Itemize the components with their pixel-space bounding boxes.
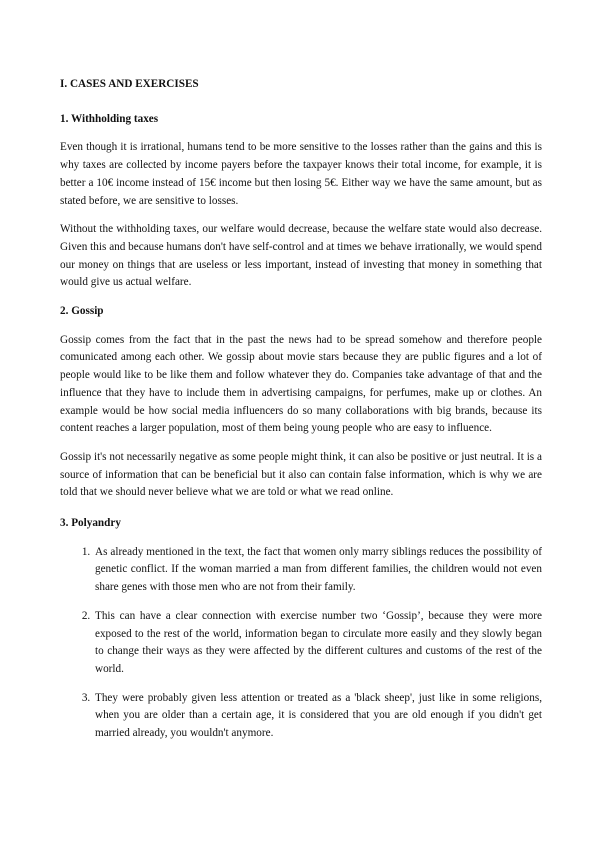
numbered-list	[60, 544, 542, 743]
list-item: 3. They were probably given less attention or treated as a 'black sheep', just like in some religions, when you are older than a certain age, it is considered that you are old enough if you didn't get married already, you wouldn't anymore.	[93, 690, 542, 743]
section-withholding-taxes	[60, 111, 542, 292]
section-heading: 3. Polyandry	[60, 517, 121, 530]
paragraph: Even though it is irrational, humans tend to be more sensitive to the losses rather than the gains and this is why taxes are collected by income payers before the taxpayer knows their total income, for example, it is better a 10€ income instead of 15€ income but then losing 5€. Either way we have the same amount, but as stated before, we are sensitive to losses.	[60, 141, 542, 207]
paragraph: Without the withholding taxes, our welfare would decrease, because the welfare state would also decrease. Given this and because humans don't have self-control and at times we behave irrationally, we would spend our money on things that are useless or less important, instead of investing that money in something that would give us actual welfare.	[60, 223, 542, 289]
paragraph: Gossip comes from the fact that in the past the news had to be spread somehow and therefore people comunicated among each other. We gossip about movie stars because they are public figures and a lot of people would like to be like them and follow whatever they do. Companies take advantage of that and the influence that they have to include them in advertising campaigns, for perfumes, make up or clothes. An example would be how social media influencers do so many collaborations with big brands, because its content reaches a larger population, most of them being young people who are easy to influence.	[60, 333, 542, 435]
main-title: I. CASES AND EXERCISES	[60, 78, 199, 90]
list-item: 1. As already mentioned in the text, the fact that women only marry siblings reduces the possibility of genetic conflict. If the woman married a man from different families, the children would not even share genes with those men who are not from their family.	[93, 544, 542, 597]
section-heading: 2. Gossip	[60, 305, 104, 318]
section-heading: 1. Withholding taxes	[60, 112, 159, 125]
list-item: 2. This can have a clear connection with exercise number two ‘Gossip’, because they were more exposed to the rest of the world, information began to circulate more easily and they slowly began to change their ways as they were affected by the different cultures and customs of the rest of the world.	[93, 608, 542, 679]
section-gossip	[60, 303, 542, 502]
paragraph: Gossip it's not necessarily negative as some people might think, it can also be positive or just neutral. It is a source of information that can be beneficial but it also can contain false information, which is why we are told that we should never believe what we are told or what we read online.	[60, 450, 542, 499]
section-polyandry	[60, 515, 542, 743]
